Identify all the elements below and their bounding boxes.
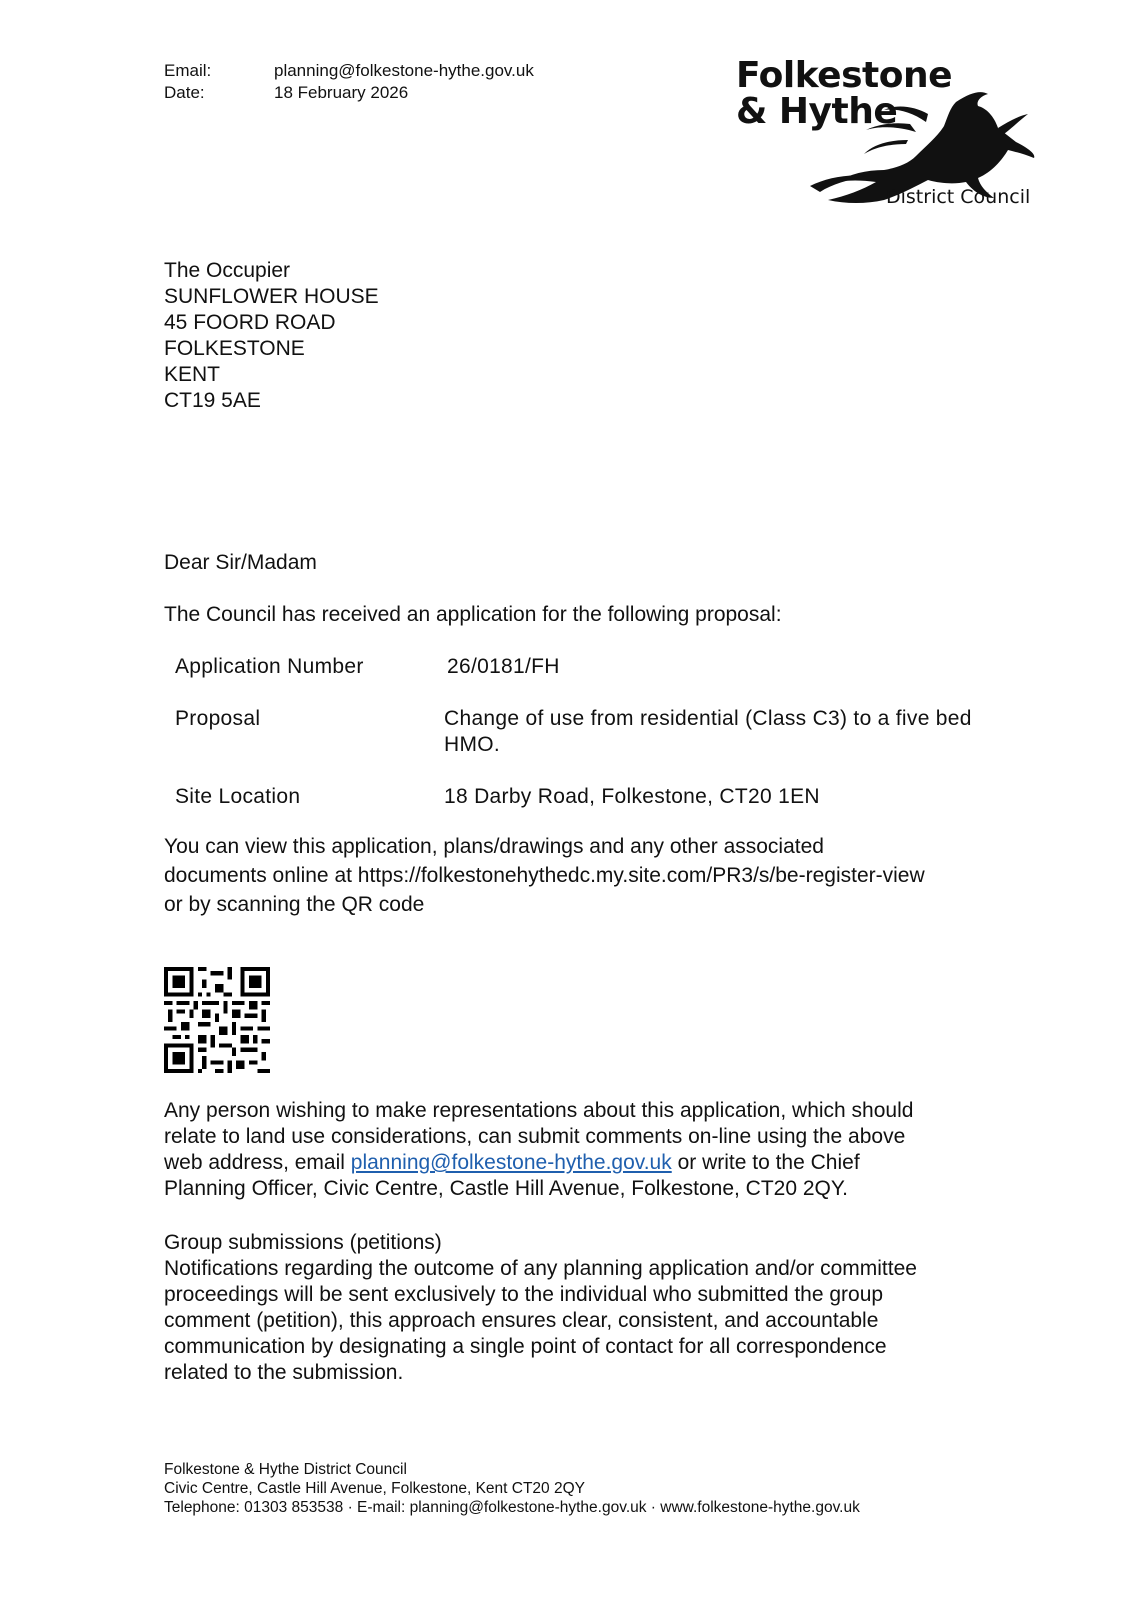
salutation: Dear Sir/Madam: [164, 551, 317, 574]
address-line: 45 FOORD ROAD: [164, 311, 336, 334]
rep-line: [164, 1150, 913, 1176]
logo-line-3: District Council: [886, 186, 1031, 208]
email-value: planning@folkestone-hythe.gov.uk: [274, 61, 534, 80]
logo-line-2: & Hythe: [736, 91, 898, 132]
representations-paragraph: [164, 1098, 913, 1202]
application-details: [0, 654, 1132, 814]
logo-line-1: Folkestone: [736, 55, 953, 96]
address-line: FOLKESTONE: [164, 337, 305, 360]
group-line: proceedings will be sent exclusively to the individual who submitted the group: [164, 1283, 884, 1306]
recipient-address: [164, 258, 379, 414]
rep-line-pre: web address, email: [164, 1151, 351, 1174]
email-link[interactable]: planning@folkestone-hythe.gov.uk: [350, 1151, 672, 1174]
footer-line: Civic Centre, Castle Hill Avenue, Folkestone, Kent CT20 2QY: [164, 1480, 585, 1497]
site-value: 18 Darby Road, Folkestone, CT20 1EN: [444, 785, 820, 808]
group-heading: Group submissions (petitions): [164, 1231, 442, 1254]
rep-line-post: or write to the Chief: [671, 1151, 860, 1174]
group-line: Notifications regarding the outcome of any planning application and/or committee: [164, 1257, 917, 1280]
view-line: or by scanning the QR code: [164, 893, 425, 916]
email-label: Email:: [164, 61, 212, 80]
address-line: CT19 5AE: [164, 389, 261, 412]
rep-line: Planning Officer, Civic Centre, Castle Hill Avenue, Folkestone, CT20 2QY.: [164, 1177, 849, 1200]
app-number-label: Application Number: [175, 655, 364, 678]
address-line: SUNFLOWER HOUSE: [164, 285, 379, 308]
address-line: The Occupier: [164, 259, 291, 282]
date-label: Date:: [164, 83, 205, 102]
site-label: Site Location: [175, 785, 301, 808]
app-number-value: 26/0181/FH: [447, 655, 560, 678]
date-value: 18 February 2026: [274, 83, 409, 102]
view-line-url: documents online at https://folkestonehythedc.my.site.com/PR3/s/be-register-view: [164, 864, 925, 887]
group-line: related to the submission.: [164, 1361, 404, 1384]
view-paragraph: [164, 834, 925, 918]
qr-code[interactable]: [164, 967, 270, 1073]
footer-line: Folkestone & Hythe District Council: [164, 1461, 407, 1478]
intro-text: The Council has received an application for the following proposal:: [164, 603, 782, 626]
email-row: [164, 59, 534, 82]
footer-line: Telephone: 01303 853538 · E-mail: planning@folkestone-hythe.gov.uk · www.folkestone-hythe.gov.uk: [164, 1499, 860, 1516]
date-row: [164, 81, 408, 104]
footer: [164, 1460, 860, 1517]
group-line: communication by designating a single point of contact for all correspondence: [164, 1335, 887, 1358]
proposal-value: Change of use from residential (Class C3) to a five bed HMO.: [444, 707, 972, 756]
proposal-label: Proposal: [175, 707, 261, 730]
view-line: You can view this application, plans/drawings and any other associated: [164, 835, 824, 858]
group-submissions: [164, 1230, 917, 1386]
group-line: comment (petition), this approach ensures clear, consistent, and accountable: [164, 1309, 879, 1332]
council-logo: [736, 52, 1036, 212]
address-line: KENT: [164, 363, 221, 386]
rep-line: relate to land use considerations, can submit comments on-line using the above: [164, 1125, 906, 1148]
rep-line: Any person wishing to make representations about this application, which should: [164, 1099, 914, 1122]
